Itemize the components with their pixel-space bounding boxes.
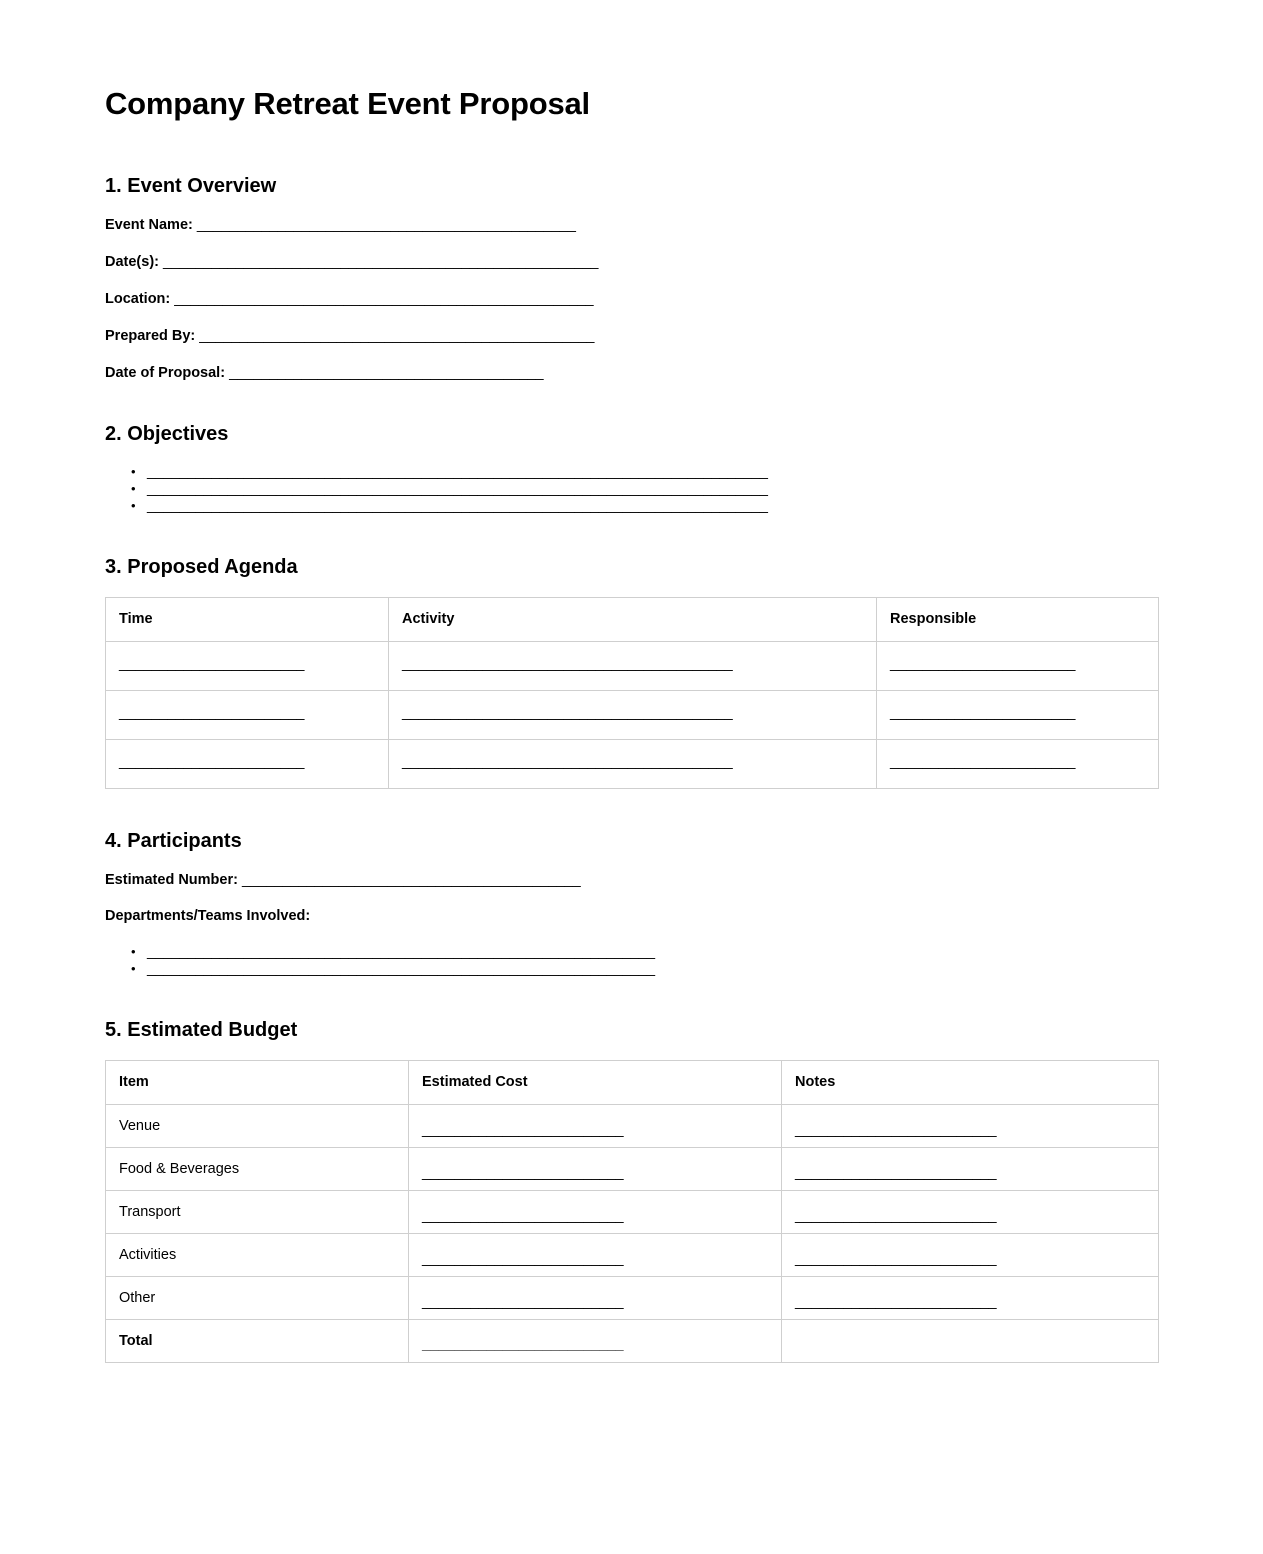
column-header-estimated-cost: Estimated Cost — [409, 1061, 782, 1105]
agenda-blank-responsible-1[interactable]: _______________________ — [890, 656, 1076, 673]
table-row — [106, 642, 1159, 691]
agenda-cell-responsible — [877, 642, 1159, 691]
column-header-responsible: Responsible — [877, 598, 1159, 642]
budget-item-label: Other — [106, 1277, 409, 1320]
agenda-blank-activity-3[interactable]: _________________________________________ — [402, 754, 733, 771]
agenda-cell-activity — [389, 691, 877, 740]
agenda-blank-time-2[interactable]: _______________________ — [119, 705, 305, 722]
field-blank-event-name[interactable]: _______________________________________________ — [196, 216, 576, 233]
agenda-cell-time — [106, 740, 389, 789]
department-blank-2[interactable]: _______________________________________________________________ — [147, 961, 656, 978]
field-label-location: Location: — [105, 290, 171, 307]
field-blank-estimated-number[interactable]: __________________________________________ — [241, 872, 581, 889]
table-row — [106, 1234, 1159, 1277]
section-participants — [105, 829, 1158, 978]
budget-cell-cost — [409, 1191, 782, 1234]
field-label-date-of-proposal: Date of Proposal: — [105, 365, 226, 382]
agenda-cell-responsible — [877, 691, 1159, 740]
budget-cell-notes — [782, 1191, 1159, 1234]
agenda-blank-time-1[interactable]: _______________________ — [119, 656, 305, 673]
section-estimated-budget — [105, 1018, 1158, 1363]
objectives-list — [105, 464, 1158, 515]
budget-blank-notes-food[interactable]: _________________________ — [795, 1165, 997, 1182]
column-header-activity: Activity — [389, 598, 877, 642]
column-header-time: Time — [106, 598, 389, 642]
agenda-blank-activity-1[interactable]: _________________________________________ — [402, 656, 733, 673]
list-item — [131, 498, 1158, 515]
section-heading-proposed-agenda: 3. Proposed Agenda — [105, 556, 298, 579]
list-item — [131, 464, 1158, 481]
field-prepared-by — [105, 327, 1158, 345]
budget-cell-notes — [782, 1277, 1159, 1320]
budget-item-label: Activities — [106, 1234, 409, 1277]
section-proposed-agenda — [105, 555, 1158, 789]
budget-blank-cost-transport[interactable]: _________________________ — [422, 1208, 624, 1225]
budget-blank-notes-venue[interactable]: _________________________ — [795, 1122, 997, 1139]
departments-list — [105, 944, 1158, 978]
table-header-row — [106, 598, 1159, 642]
table-row-total — [106, 1320, 1159, 1363]
budget-cell-notes — [782, 1234, 1159, 1277]
agenda-blank-responsible-3[interactable]: _______________________ — [890, 754, 1076, 771]
field-estimated-number — [105, 871, 1158, 889]
section-heading-estimated-budget: 5. Estimated Budget — [105, 1019, 298, 1042]
page-title: Company Retreat Event Proposal — [105, 86, 590, 121]
section-objectives — [105, 422, 1158, 515]
table-row — [106, 1105, 1159, 1148]
table-row — [106, 1191, 1159, 1234]
objective-blank-2[interactable]: _____________________________________________________________________________ — [147, 481, 768, 498]
field-blank-prepared-by[interactable]: _________________________________________________ — [199, 328, 595, 345]
budget-blank-cost-food[interactable]: _________________________ — [422, 1165, 624, 1182]
list-item — [131, 944, 1158, 961]
field-date-of-proposal — [105, 364, 1158, 382]
section-heading-objectives: 2. Objectives — [105, 423, 229, 446]
table-row — [106, 691, 1159, 740]
agenda-blank-activity-2[interactable]: _________________________________________ — [402, 705, 733, 722]
budget-blank-cost-venue[interactable]: _________________________ — [422, 1122, 624, 1139]
field-event-name — [105, 216, 1158, 234]
budget-table — [105, 1060, 1159, 1363]
list-item — [131, 961, 1158, 978]
field-blank-dates[interactable]: ______________________________________________________ — [163, 253, 599, 270]
column-header-notes: Notes — [782, 1061, 1159, 1105]
budget-item-label: Transport — [106, 1191, 409, 1234]
table-row — [106, 740, 1159, 789]
budget-cell-cost — [409, 1277, 782, 1320]
field-label-dates: Date(s): — [105, 253, 159, 270]
table-row — [106, 1277, 1159, 1320]
budget-cell-cost — [409, 1148, 782, 1191]
agenda-cell-time — [106, 691, 389, 740]
budget-blank-notes-transport[interactable]: _________________________ — [795, 1208, 997, 1225]
objective-blank-1[interactable]: _____________________________________________________________________________ — [147, 464, 768, 481]
table-row — [106, 1148, 1159, 1191]
budget-cell-notes-total — [782, 1320, 1159, 1363]
agenda-cell-responsible — [877, 740, 1159, 789]
field-label-prepared-by: Prepared By: — [105, 328, 196, 345]
budget-item-label: Venue — [106, 1105, 409, 1148]
budget-item-label: Food & Beverages — [106, 1148, 409, 1191]
section-heading-event-overview: 1. Event Overview — [105, 174, 277, 197]
field-label-event-name: Event Name: — [105, 216, 193, 233]
section-event-overview — [105, 174, 1158, 383]
objective-blank-3[interactable]: _____________________________________________________________________________ — [147, 498, 768, 515]
field-label-estimated-number: Estimated Number: — [105, 872, 238, 889]
budget-blank-cost-activities[interactable]: _________________________ — [422, 1251, 624, 1268]
budget-cell-notes — [782, 1105, 1159, 1148]
agenda-cell-time — [106, 642, 389, 691]
agenda-cell-activity — [389, 740, 877, 789]
column-header-item: Item — [106, 1061, 409, 1105]
agenda-blank-responsible-2[interactable]: _______________________ — [890, 705, 1076, 722]
budget-cell-cost — [409, 1105, 782, 1148]
field-blank-location[interactable]: ____________________________________________________ — [174, 290, 594, 307]
field-dates — [105, 253, 1158, 271]
budget-blank-notes-activities[interactable]: _________________________ — [795, 1251, 997, 1268]
agenda-table — [105, 597, 1159, 789]
field-blank-date-of-proposal[interactable]: _______________________________________ — [229, 365, 544, 382]
budget-blank-notes-other[interactable]: _________________________ — [795, 1294, 997, 1311]
budget-cell-notes — [782, 1148, 1159, 1191]
department-blank-1[interactable]: _______________________________________________________________ — [147, 944, 656, 961]
budget-cell-cost — [409, 1234, 782, 1277]
agenda-blank-time-3[interactable]: _______________________ — [119, 754, 305, 771]
budget-item-label-total: Total — [106, 1320, 409, 1363]
agenda-cell-activity — [389, 642, 877, 691]
list-item — [131, 481, 1158, 498]
budget-cell-cost-total — [409, 1320, 782, 1363]
field-location — [105, 290, 1158, 308]
table-header-row — [106, 1061, 1159, 1105]
budget-blank-cost-other[interactable]: _________________________ — [422, 1294, 624, 1311]
budget-blank-cost-total[interactable]: _________________________ — [422, 1337, 624, 1354]
field-label-departments: Departments/Teams Involved: — [105, 908, 311, 925]
section-heading-participants: 4. Participants — [105, 830, 242, 853]
